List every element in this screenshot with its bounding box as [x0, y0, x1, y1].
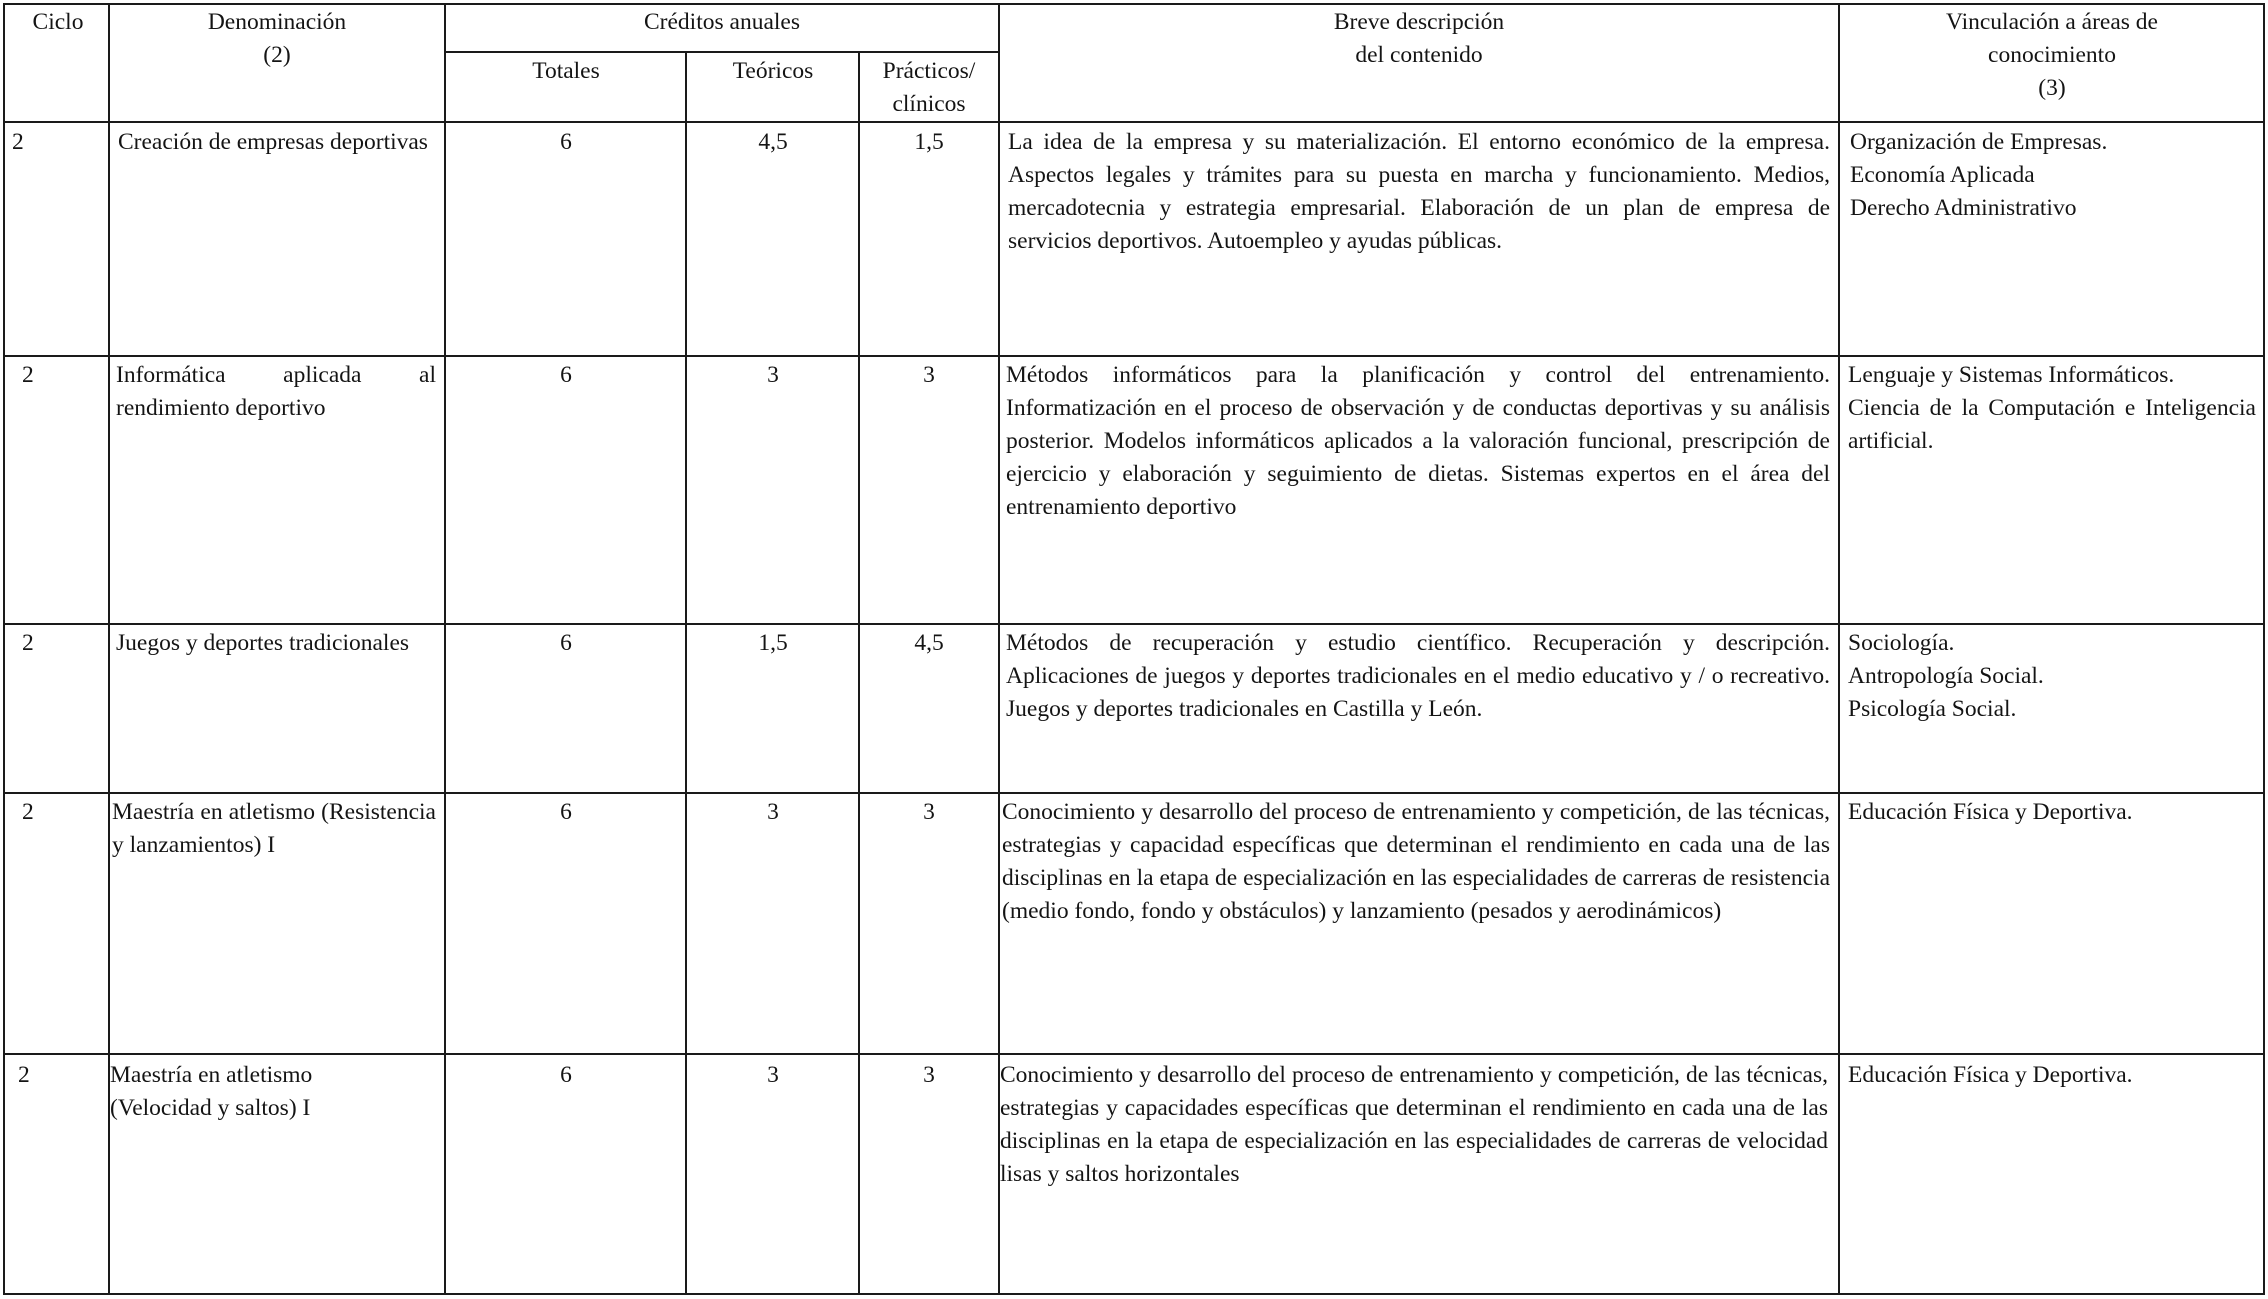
- header-ciclo-text: Ciclo: [32, 9, 84, 35]
- row-2-area-2: Ciencia de la Computación e Inteligencia artificial.: [1848, 395, 2256, 454]
- row-4-denominacion: Maestría en atletismo (Resistencia y lanzamientos) I: [112, 799, 436, 858]
- row-2-teoricos: 3: [767, 362, 779, 388]
- header-creditos-text: Créditos anuales: [644, 9, 800, 35]
- header-vinculacion: [1842, 6, 2262, 105]
- row-5-teoricos: 3: [767, 1062, 779, 1088]
- header-teoricos: [689, 55, 857, 88]
- header-practicos-text: Prácticos/: [882, 58, 976, 84]
- header-descripcion-line1: Breve descripción: [1333, 9, 1505, 35]
- row-4-areas: [1848, 796, 2256, 829]
- row-divider-1: [3, 355, 2265, 357]
- row-3-area-2: Antropología Social.: [1848, 663, 2044, 689]
- row-3-totales: 6: [560, 630, 572, 656]
- header-descripcion-line2: del contenido: [1355, 42, 1483, 68]
- row-2-denominacion: Informática aplicada al rendimiento deportivo: [116, 362, 436, 421]
- row-5-ciclo: 2: [18, 1062, 30, 1088]
- row-1-teoricos: 4,5: [758, 129, 788, 155]
- header-clinicos-text: clínicos: [892, 91, 966, 117]
- row-2-descripcion: Métodos informáticos para la planificación y control del entrenamiento. Informatización en el proceso de observación y de conductas deportivas y su análisis posterior. Modelos informáticos aplicados a la valoración funcional, prescripción de ejercicio y elaboración y seguimiento de dietas. Sistemas expertos en el área del entrenamiento deportivo: [1006, 362, 1830, 520]
- header-teoricos-text: Teóricos: [732, 58, 814, 84]
- row-2-totales: 6: [560, 362, 572, 388]
- creditos-subheader-divider: [446, 51, 998, 53]
- row-2-areas: [1848, 359, 2256, 458]
- row-1-descripcion: La idea de la empresa y su materialización. El entorno económico de la empresa. Aspectos legales y trámites para su puesta en marcha y funcionamiento. Medios, mercadotecnia y estrategia empresarial. Elaboración de un plan de empresa de servicios deportivos. Autoempleo y ayudas públicas.: [1008, 129, 1830, 254]
- row-2-ciclo: 2: [22, 362, 34, 388]
- row-1-practicos: 1,5: [914, 129, 944, 155]
- row-3-area-3: Psicología Social.: [1848, 696, 2017, 722]
- col-divider-teoricos: [858, 51, 860, 1295]
- row-3-descripcion: Métodos de recuperación y estudio científico. Recuperación y descripción. Aplicaciones de juegos y deportes tradicionales en el medio educativo y / o recreativo. Juegos y deportes tradicionales en Castilla y León.: [1006, 630, 1830, 722]
- row-3-ciclo: 2: [22, 630, 34, 656]
- header-vinculacion-line2: conocimiento: [1988, 42, 2116, 68]
- row-5-area-1: Educación Física y Deportiva.: [1848, 1062, 2133, 1088]
- table-border-bottom: [3, 1293, 2265, 1295]
- col-divider-totales: [685, 51, 687, 1295]
- row-2-practicos: 3: [923, 362, 935, 388]
- header-vinculacion-note: (3): [2038, 75, 2066, 101]
- row-divider-3: [3, 792, 2265, 794]
- row-1-areas: [1850, 126, 2260, 225]
- header-vinculacion-line1: Vinculación a áreas de: [1946, 9, 2158, 35]
- row-4-descripcion: Conocimiento y desarrollo del proceso de entrenamiento y competición, de las técnicas, estrategias y capacidad específicas que determinan el rendimiento en cada una de las disciplinas en la etapa de especialización en las especialidades de carreras de resistencia (medio fondo, fondo y obstáculos) y lanzamiento (pesados y aerodinámicos): [1002, 799, 1830, 924]
- row-1-area-2: Economía Aplicada: [1850, 162, 2035, 188]
- row-3-teoricos: 1,5: [758, 630, 788, 656]
- row-1-area-1: Organización de Empresas.: [1850, 129, 2108, 155]
- table-border-left: [3, 3, 5, 1295]
- header-descripcion: [1002, 6, 1836, 72]
- row-2-area-1: Lenguaje y Sistemas Informáticos.: [1848, 362, 2175, 388]
- header-divider: [3, 121, 2265, 123]
- row-3-areas: [1848, 627, 2256, 726]
- header-totales: [448, 55, 684, 88]
- row-divider-4: [3, 1053, 2265, 1055]
- row-5-denominacion: Maestría en atletismo (Velocidad y saltos) I: [110, 1062, 313, 1121]
- header-denominacion-note: (2): [263, 42, 291, 68]
- row-4-area-1: Educación Física y Deportiva.: [1848, 799, 2133, 825]
- row-1-ciclo: 2: [12, 129, 24, 155]
- header-denominacion-text: Denominación: [207, 9, 347, 35]
- header-ciclo: [10, 6, 106, 39]
- header-denominacion: [112, 6, 442, 72]
- row-5-practicos: 3: [923, 1062, 935, 1088]
- row-3-practicos: 4,5: [914, 630, 944, 656]
- row-4-teoricos: 3: [767, 799, 779, 825]
- row-4-ciclo: 2: [22, 799, 34, 825]
- table-border-top: [3, 3, 2265, 5]
- row-1-totales: 6: [560, 129, 572, 155]
- row-3-denominacion: Juegos y deportes tradicionales: [116, 630, 410, 656]
- row-5-totales: 6: [560, 1062, 572, 1088]
- col-divider-denominacion: [444, 3, 446, 1295]
- row-5-descripcion: Conocimiento y desarrollo del proceso de entrenamiento y competición, de las técnicas, estrategias y capacidades específicas que determinan el rendimiento en cada una de las disciplinas en la etapa de especialización en las especialidades de carreras de velocidad lisas y saltos horizontales: [1000, 1062, 1828, 1187]
- col-divider-descripcion: [1838, 3, 1840, 1295]
- table-border-right: [2263, 3, 2265, 1295]
- header-practicos: [862, 55, 996, 121]
- row-1-area-3: Derecho Administrativo: [1850, 195, 2077, 221]
- row-divider-2: [3, 623, 2265, 625]
- row-4-totales: 6: [560, 799, 572, 825]
- row-5-areas: [1848, 1059, 2256, 1092]
- row-4-practicos: 3: [923, 799, 935, 825]
- header-totales-text: Totales: [532, 58, 600, 84]
- row-3-area-1: Sociología.: [1848, 630, 1955, 656]
- row-1-denominacion: Creación de empresas deportivas: [118, 129, 428, 155]
- header-creditos: [448, 6, 996, 39]
